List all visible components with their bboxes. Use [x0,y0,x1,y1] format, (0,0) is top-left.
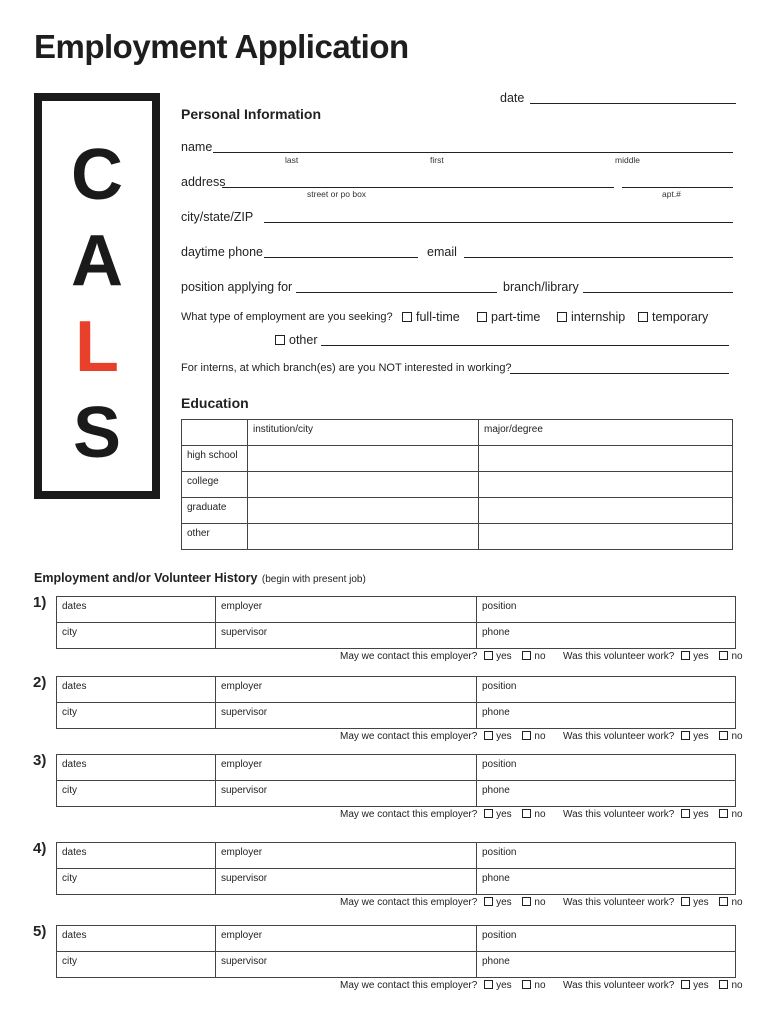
city-state-zip-label: city/state/ZIP [181,210,254,224]
column-header: institution/city [248,420,479,446]
email-label: email [427,245,457,259]
email-field[interactable] [464,257,733,258]
table-row [182,472,733,498]
date-field[interactable] [530,103,736,104]
degree-cell[interactable] [479,498,733,524]
page-title: Employment Application [34,28,409,65]
contact-employer-question: May we contact this employer? yes no [340,731,546,742]
employment-entry-table [56,925,736,978]
contact-employer-question: May we contact this employer? yes no [340,809,546,820]
name-last-hint: last [285,155,299,165]
option-internship[interactable]: internship [557,310,625,324]
entry-number: 5) [33,923,47,940]
contact-employer-question: May we contact this employer? yes no [340,897,546,908]
name-middle-hint: middle [615,155,641,165]
option-temporary[interactable]: temporary [638,310,708,324]
checkbox-icon[interactable] [681,651,690,660]
other-field[interactable] [321,345,729,346]
employment-entry-table [56,842,736,895]
city-cell[interactable]: city [57,952,216,978]
checkbox-icon[interactable] [681,731,690,740]
table-row [182,498,733,524]
checkbox-icon[interactable] [484,809,493,818]
checkbox-icon[interactable] [275,335,285,345]
position-cell[interactable]: position [477,843,736,869]
history-heading: Employment and/or Volunteer History (begin with present job) [34,571,366,585]
checkbox-icon[interactable] [638,312,648,322]
city-cell[interactable]: city [57,703,216,729]
employment-entry-table [56,754,736,807]
logo-letter-c: C [71,135,123,215]
degree-cell[interactable] [479,472,733,498]
employer-cell[interactable]: employer [216,677,477,703]
checkbox-icon[interactable] [484,897,493,906]
table-row [182,446,733,472]
volunteer-work-question: Was this volunteer work? yes no [563,809,743,820]
checkbox-icon[interactable] [681,897,690,906]
name-field[interactable] [213,152,733,153]
institution-cell[interactable] [248,472,479,498]
option-full-time[interactable]: full-time [402,310,460,324]
logo-letter-a: A [71,221,123,301]
dates-cell[interactable]: dates [57,843,216,869]
personal-info-heading: Personal Information [181,106,322,122]
city-cell[interactable]: city [57,869,216,895]
row-label: other [182,524,248,550]
column-header: major/degree [479,420,733,446]
position-label: position applying for [181,280,293,294]
institution-cell[interactable] [248,446,479,472]
dates-cell[interactable]: dates [57,926,216,952]
checkbox-icon[interactable] [681,809,690,818]
checkbox-icon[interactable] [681,980,690,989]
checkbox-icon[interactable] [484,731,493,740]
checkbox-icon[interactable] [522,651,531,660]
logo-letter-s: S [72,393,122,473]
name-label: name [181,140,213,154]
degree-cell[interactable] [479,524,733,550]
education-table [181,419,733,550]
employer-cell[interactable]: employer [216,843,477,869]
phone-cell[interactable]: phone [477,869,736,895]
volunteer-work-question: Was this volunteer work? yes no [563,731,743,742]
employer-cell[interactable]: employer [216,597,477,623]
city-cell[interactable]: city [57,623,216,649]
apt-field[interactable] [622,187,733,188]
row-label: college [182,472,248,498]
daytime-phone-label: daytime phone [181,245,264,259]
cals-logo [34,93,160,499]
branch-label: branch/library [503,280,579,294]
position-cell[interactable]: position [477,677,736,703]
entry-number: 1) [33,594,47,611]
entry-number: 2) [33,674,47,691]
dates-cell[interactable]: dates [57,755,216,781]
checkbox-icon[interactable] [484,651,493,660]
supervisor-cell[interactable]: supervisor [216,952,477,978]
checkbox-icon[interactable] [719,897,728,906]
dates-cell[interactable]: dates [57,597,216,623]
address-label: address [181,175,226,189]
checkbox-icon[interactable] [484,980,493,989]
name-first-hint: first [430,155,444,165]
contact-employer-question: May we contact this employer? yes no [340,651,546,662]
city-state-zip-field[interactable] [264,222,733,223]
address-street-hint: street or po box [307,189,367,199]
supervisor-cell[interactable]: supervisor [216,623,477,649]
supervisor-cell[interactable]: supervisor [216,781,477,807]
degree-cell[interactable] [479,446,733,472]
checkbox-icon[interactable] [522,980,531,989]
phone-cell[interactable]: phone [477,781,736,807]
employer-cell[interactable]: employer [216,755,477,781]
date-label: date [500,91,525,105]
institution-cell[interactable] [248,498,479,524]
education-header-row [182,420,733,446]
address-field[interactable] [222,187,614,188]
volunteer-work-question: Was this volunteer work? yes no [563,897,743,908]
phone-cell[interactable]: phone [477,623,736,649]
checkbox-icon[interactable] [719,731,728,740]
volunteer-work-question: Was this volunteer work? yes no [563,980,743,991]
interns-field[interactable] [510,373,729,374]
position-cell[interactable]: position [477,926,736,952]
table-row [182,524,733,550]
employment-entry-table [56,676,736,729]
employer-cell[interactable]: employer [216,926,477,952]
position-cell[interactable]: position [477,755,736,781]
phone-cell[interactable]: phone [477,703,736,729]
education-heading: Education [181,395,249,411]
checkbox-icon[interactable] [477,312,487,322]
checkbox-icon[interactable] [522,809,531,818]
volunteer-work-question: Was this volunteer work? yes no [563,651,743,662]
city-cell[interactable]: city [57,781,216,807]
row-label: high school [182,446,248,472]
checkbox-icon[interactable] [522,897,531,906]
employment-entry-table [56,596,736,649]
contact-employer-question: May we contact this employer? yes no [340,980,546,991]
position-cell[interactable]: position [477,597,736,623]
checkbox-icon[interactable] [719,980,728,989]
dates-cell[interactable]: dates [57,677,216,703]
entry-number: 4) [33,840,47,857]
option-part-time[interactable]: part-time [477,310,540,324]
logo-letter-l: L [75,307,119,387]
entry-number: 3) [33,752,47,769]
supervisor-cell[interactable]: supervisor [216,703,477,729]
row-label: graduate [182,498,248,524]
checkbox-icon[interactable] [719,809,728,818]
branch-field[interactable] [583,292,733,293]
daytime-phone-field[interactable] [264,257,418,258]
checkbox-icon[interactable] [402,312,412,322]
seeking-label: What type of employment are you seeking? [181,311,393,323]
option-other[interactable]: other [275,333,318,347]
position-field[interactable] [296,292,497,293]
checkbox-icon[interactable] [719,651,728,660]
checkbox-icon[interactable] [557,312,567,322]
checkbox-icon[interactable] [522,731,531,740]
institution-cell[interactable] [248,524,479,550]
address-apt-hint: apt.# [662,189,681,199]
supervisor-cell[interactable]: supervisor [216,869,477,895]
phone-cell[interactable]: phone [477,952,736,978]
interns-label: For interns, at which branch(es) are you NOT interested in working? [181,362,512,374]
